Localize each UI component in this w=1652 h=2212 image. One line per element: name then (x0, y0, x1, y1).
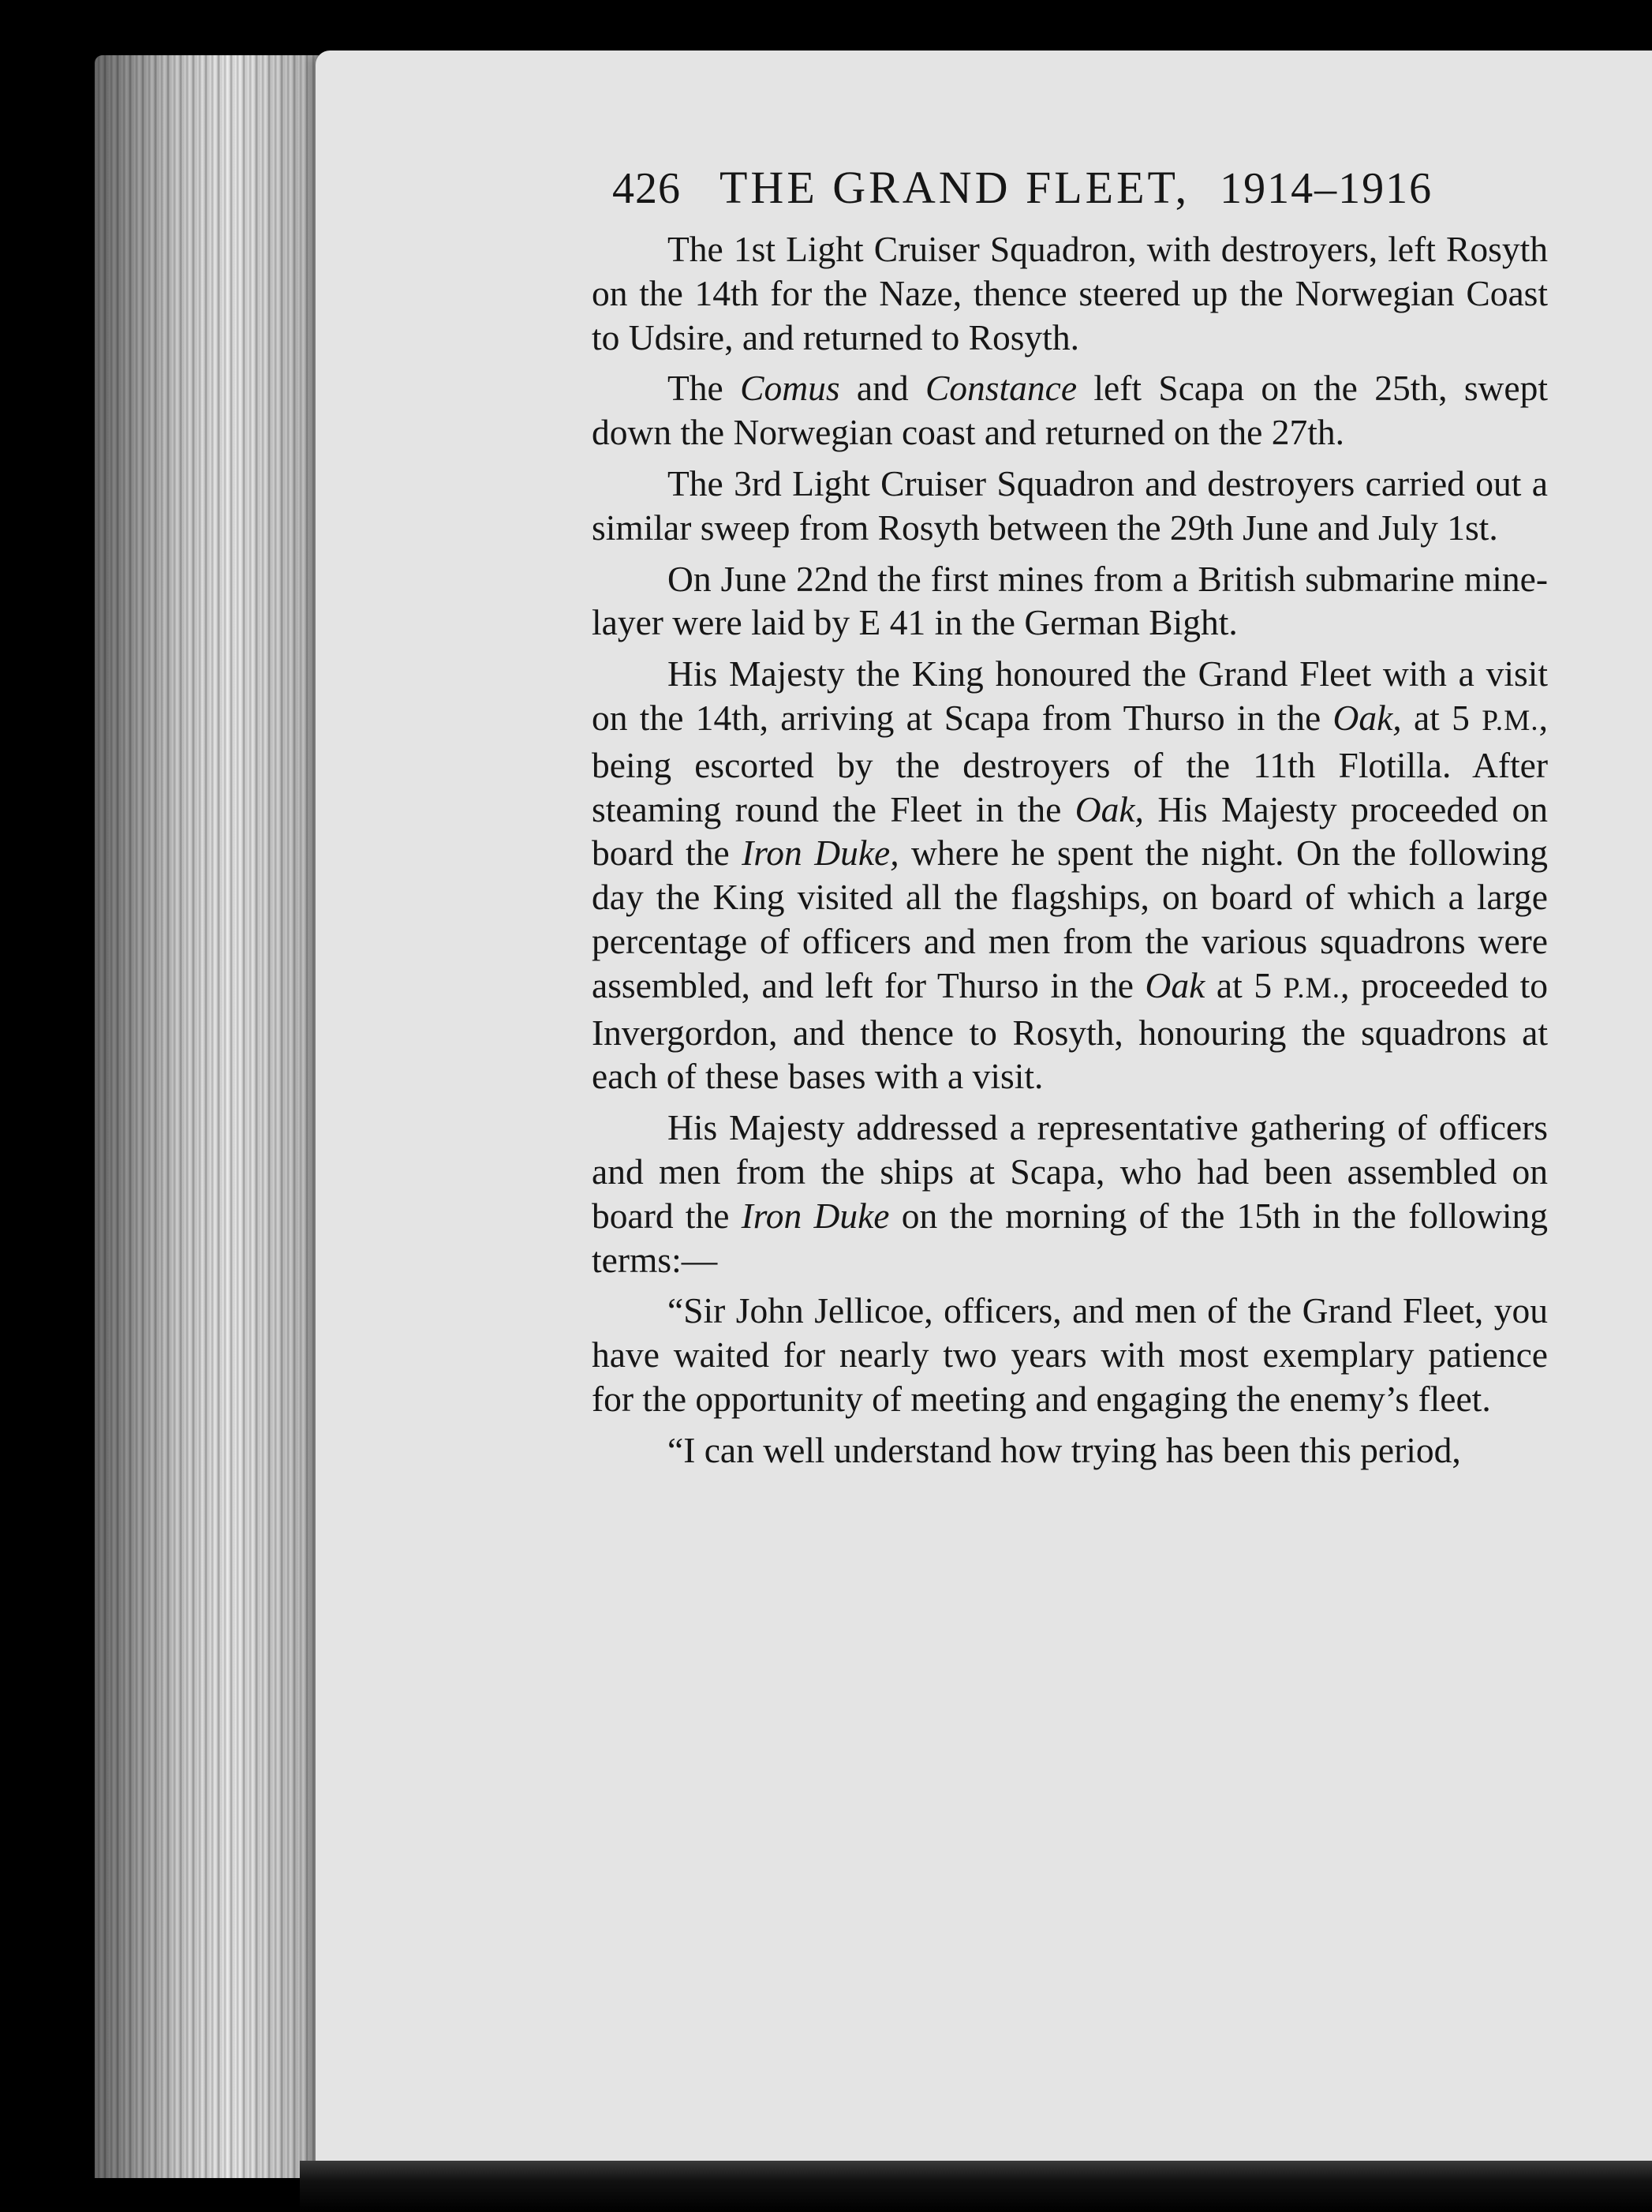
book-years: 1914–1916 (1220, 164, 1433, 213)
paragraph-2: The Comus and Constance left Scapa on the 25th, swept down the Norwegian coast and returned on the 27th. (592, 368, 1548, 453)
ship-name: Comus (740, 368, 840, 409)
paragraph-6: His Majesty addressed a representative gathering of officers and men from the ships at Scapa, who had been assembled on board the Iron Duke on the morning of the 15th in the following terms:— (592, 1107, 1549, 1280)
time-marker: P.M. (1283, 971, 1341, 1005)
paragraph-4: On June 22nd the first mines from a British submarine mine-layer were laid by E 41 in the German Bight. (592, 558, 1548, 643)
page-number: 426 (612, 164, 681, 213)
paragraph-5: His Majesty the King honoured the Grand Fleet with a visit on the 14th, arriving at Scapa from Thurso in the Oak, at 5 P.M., being escorted by the destroyers of the 11th Flotilla. After steaming round the Fleet in the Oak, His Majesty proceeded on board the Iron Duke, where he spent the night. On the following day the King visited all the flagships, on board of which a large percentage of officers and men from the various squadrons were assembled, and left for Thurso in the Oak at 5 P.M., proceeded to Invergordon, and thence to Rosyth, honouring the squadrons at each of these bases with a visit. (592, 653, 1548, 1097)
ship-name: Iron Duke (741, 1195, 890, 1236)
paragraph-3: The 3rd Light Cruiser Squadron and destroyers carried out a similar sweep from Rosyth between the 29th June and July 1st. (592, 462, 1548, 548)
ship-name: Oak, (1332, 697, 1402, 738)
time-marker: P.M. (1482, 704, 1539, 737)
paragraph-1: The 1st Light Cruiser Squadron, with destroyers, left Rosyth on the 14th for the Naze, thence steered up the Norwegian Coast to Udsire, and returned to Rosyth. (592, 229, 1548, 357)
running-header (612, 161, 1448, 224)
page-bottom-edge (300, 2161, 1652, 2212)
paragraph-8: “I can well understand how trying has been this period, (667, 1429, 1461, 1470)
ship-name: Oak (1145, 964, 1205, 1005)
ship-name: Iron Duke, (742, 833, 899, 874)
body-text (592, 227, 1548, 1473)
fore-edge-shadow (95, 55, 323, 2178)
ship-name: Oak, (1075, 788, 1144, 829)
ship-name: Constance (925, 368, 1078, 409)
paragraph-7: “Sir John Jellicoe, officers, and men of the Grand Fleet, you have waited for nearly two years with most exemplary patience for the opportunity of meeting and engaging the enemy’s fleet. (592, 1290, 1548, 1419)
book-title: THE GRAND FLEET, (719, 162, 1190, 213)
